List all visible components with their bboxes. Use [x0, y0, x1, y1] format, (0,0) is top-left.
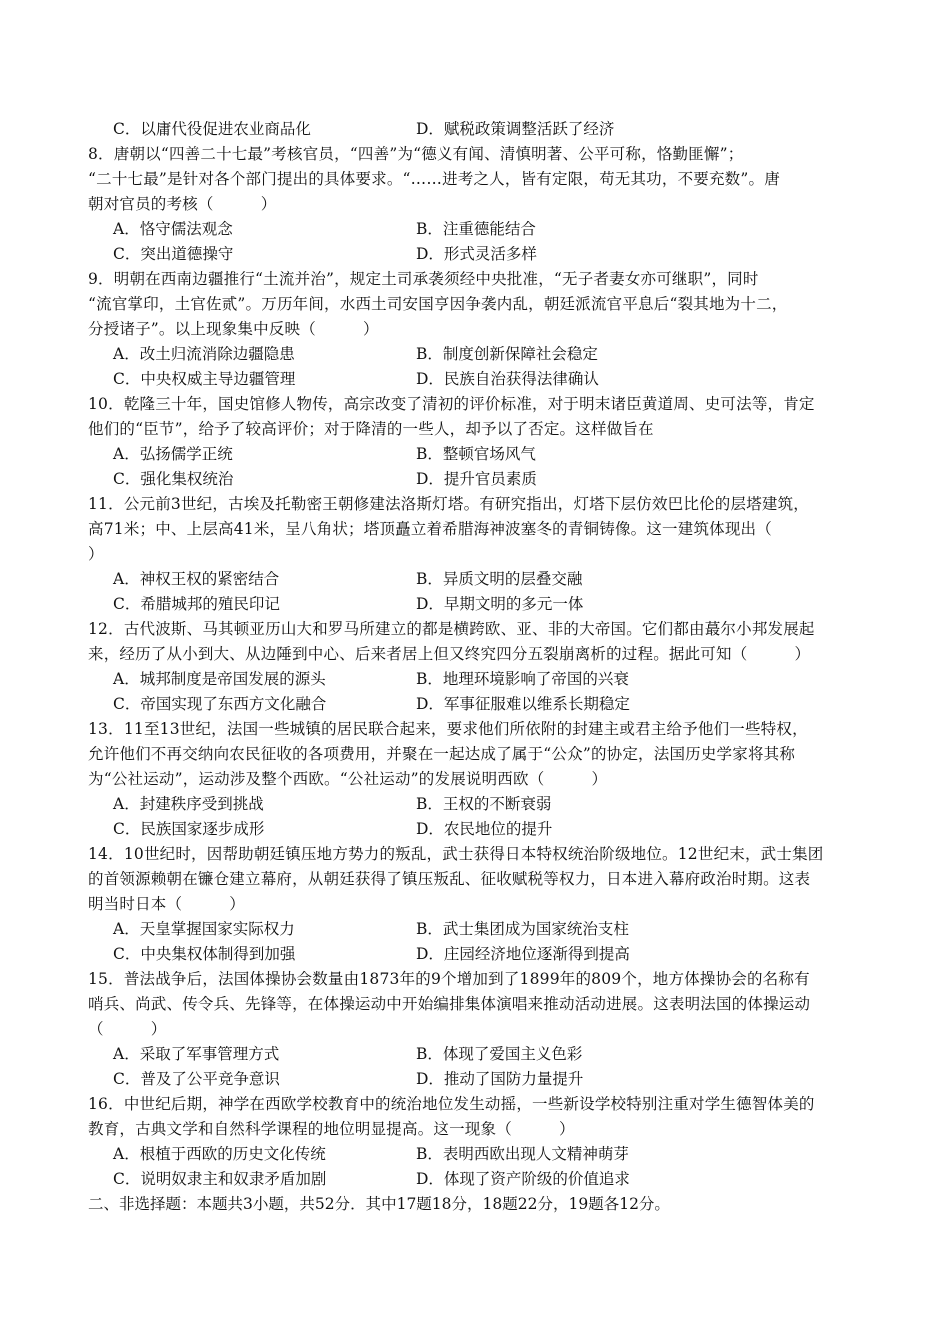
q12-stem-line: 12．古代波斯、马其顿亚历山大和罗马所建立的都是横跨欧、亚、非的大帝国。它们都由蕞尔小邦发展起: [88, 620, 815, 638]
q14-option-b: B．武士集团成为国家统治支柱: [416, 920, 629, 938]
q9-options: [113, 367, 873, 392]
q10-option-c: C．强化集权统治: [113, 470, 234, 488]
q9-stem-line: 9．明朝在西南边疆推行“土流并治”，规定土司承袭须经中央批准，“无子者妻女亦可继职”，同时: [88, 270, 759, 288]
q11-option-c: C．希腊城邦的殖民印记: [113, 595, 280, 613]
q8-option-d: D．形式灵活多样: [416, 245, 537, 263]
q8-stem-line: “二十七最”是针对各个部门提出的具体要求。“……进考之人，皆有定限，苟无其功，不要充数”。唐: [88, 170, 780, 188]
q10-option-b: B．整顿官场风气: [416, 445, 536, 463]
q14-stem-line: 14．10世纪时，因帮助朝廷镇压地方势力的叛乱，武士获得日本特权统治阶级地位。12世纪末，武士集团: [88, 845, 824, 863]
q8-options: [113, 242, 873, 267]
q8-option-c: C．突出道德操守: [113, 245, 234, 263]
q7-option-d: D．赋税政策调整活跃了经济: [416, 120, 615, 138]
q14-option-d: D．庄园经济地位逐渐得到提高: [416, 945, 630, 963]
q8-options: [113, 217, 873, 242]
q11-stem-line: 高71米；中、上层高41米，呈八角状；塔顶矗立着希腊海神波塞冬的青铜铸像。这一建筑体现出（: [88, 520, 772, 538]
q9-options: [113, 342, 873, 367]
q16-option-d: D．体现了资产阶级的价值追求: [416, 1170, 630, 1188]
q14-option-c: C．中央集权体制得到加强: [113, 945, 296, 963]
q11-option-b: B．异质文明的层叠交融: [416, 570, 583, 588]
q10-options: [113, 467, 873, 492]
q7-option-c: C．以庸代役促进农业商品化: [113, 120, 311, 138]
q11-option-a: A．神权王权的紧密结合: [113, 570, 280, 588]
q12-option-c: C．帝国实现了东西方文化融合: [113, 695, 327, 713]
q13-option-b: B．王权的不断衰弱: [416, 795, 552, 813]
q14-stem-line: 的首领源赖朝在镰仓建立幕府，从朝廷获得了镇压叛乱、征收赋税等权力，日本进入幕府政治时期。这表: [88, 870, 811, 888]
q15-stem-line: 哨兵、尚武、传令兵、先锋等，在体操运动中开始编排集体演唱来推动活动进展。这表明法国的体操运动: [88, 995, 811, 1013]
q15-options: [113, 1067, 873, 1092]
q12-option-d: D．军事征服难以维系长期稳定: [416, 695, 630, 713]
q16-stem-line: 16．中世纪后期，神学在西欧学校教育中的统治地位发生动摇，一些新设学校特别注重对学生德智体美的: [88, 1095, 815, 1113]
q13-option-a: A．封建秩序受到挑战: [113, 795, 264, 813]
q9-stem-line: 分授诸子”。以上现象集中反映（ ）: [88, 320, 379, 338]
q15-option-b: B．体现了爱国主义色彩: [416, 1045, 583, 1063]
q12-option-b: B．地理环境影响了帝国的兴衰: [416, 670, 629, 688]
q9-option-b: B．制度创新保障社会稳定: [416, 345, 598, 363]
q15-stem-line: 15．普法战争后，法国体操协会数量由1873年的9个增加到了1899年的809个，地方体操协会的名称有: [88, 970, 810, 988]
q16-options: [113, 1167, 873, 1192]
q9-option-d: D．民族自治获得法律确认: [416, 370, 599, 388]
q11-stem-line: ）: [88, 545, 104, 563]
q13-stem-line: 为“公社运动”，运动涉及整个西欧。“公社运动”的发展说明西欧（ ）: [88, 770, 608, 788]
q16-stem-line: 教育，古典文学和自然科学课程的地位明显提高。这一现象（ ）: [88, 1120, 575, 1138]
q10-stem-line: 他们的“臣节”，给予了较高评价；对于降清的一些人，却予以了否定。这样做旨在: [88, 420, 654, 438]
q14-options: [113, 942, 873, 967]
q14-options: [113, 917, 873, 942]
q12-options: [113, 692, 873, 717]
q12-options: [113, 667, 873, 692]
q15-option-d: D．推动了国防力量提升: [416, 1070, 584, 1088]
q16-option-a: A．根植于西欧的历史文化传统: [113, 1145, 326, 1163]
q11-options: [113, 567, 873, 592]
q16-option-b: B．表明西欧出现人文精神萌芽: [416, 1145, 629, 1163]
q11-option-d: D．早期文明的多元一体: [416, 595, 584, 613]
section-2-heading: 二、非选择题：本题共3小题，共52分．其中17题18分，18题22分，19题各12分。: [88, 1195, 670, 1213]
q15-options: [113, 1042, 873, 1067]
q11-options: [113, 592, 873, 617]
q8-stem-line: 朝对官员的考核（ ）: [88, 195, 277, 213]
q14-option-a: A．天皇掌握国家实际权力: [113, 920, 295, 938]
q12-stem-line: 来，经历了从小到大、从边陲到中心、后来者居上但又终究四分五裂崩离析的过程。据此可知（ ）: [88, 645, 811, 663]
q7-options: [113, 117, 873, 142]
q10-stem-line: 10．乾隆三十年，国史馆修人物传，高宗改变了清初的评价标准，对于明末诸臣黄道周、史可法等，肯定: [88, 395, 815, 413]
q13-option-c: C．民族国家逐步成形: [113, 820, 265, 838]
q9-option-a: A．改土归流消除边疆隐患: [113, 345, 295, 363]
q8-stem-line: 8．唐朝以“四善二十七最”考核官员，“四善”为“德义有闻、清慎明著、公平可称，恪勤匪懈”；: [88, 145, 744, 163]
q13-options: [113, 792, 873, 817]
q8-option-b: B．注重德能结合: [416, 220, 536, 238]
q15-stem-line: （ ）: [88, 1020, 167, 1038]
q10-option-a: A．弘扬儒学正统: [113, 445, 233, 463]
q15-option-c: C．普及了公平竞争意识: [113, 1070, 280, 1088]
q9-option-c: C．中央权威主导边疆管理: [113, 370, 296, 388]
q15-option-a: A．采取了军事管理方式: [113, 1045, 280, 1063]
q14-stem-line: 明当时日本（ ）: [88, 895, 246, 913]
q13-stem-line: 允许他们不再交纳向农民征收的各项费用，并聚在一起达成了属于“公众”的协定，法国历史学家将其称: [88, 745, 796, 763]
q8-option-a: A．恪守儒法观念: [113, 220, 233, 238]
q13-option-d: D．农民地位的提升: [416, 820, 553, 838]
q11-stem-line: 11．公元前3世纪，古埃及托勒密王朝修建法洛斯灯塔。有研究指出，灯塔下层仿效巴比伦的层塔建筑，: [88, 495, 809, 513]
q13-options: [113, 817, 873, 842]
q16-options: [113, 1142, 873, 1167]
q10-options: [113, 442, 873, 467]
q10-option-d: D．提升官员素质: [416, 470, 537, 488]
q12-option-a: A．城邦制度是帝国发展的源头: [113, 670, 326, 688]
q9-stem-line: “流官掌印，土官佐贰”。万历年间，水西土司安国亨因争袭内乱，朝廷派流官平息后“裂其地为十二，: [88, 295, 788, 313]
q13-stem-line: 13．11至13世纪，法国一些城镇的居民联合起来，要求他们所依附的封建主或君主给予他们一些特权，: [88, 720, 808, 738]
q16-option-c: C．说明奴隶主和奴隶矛盾加剧: [113, 1170, 327, 1188]
